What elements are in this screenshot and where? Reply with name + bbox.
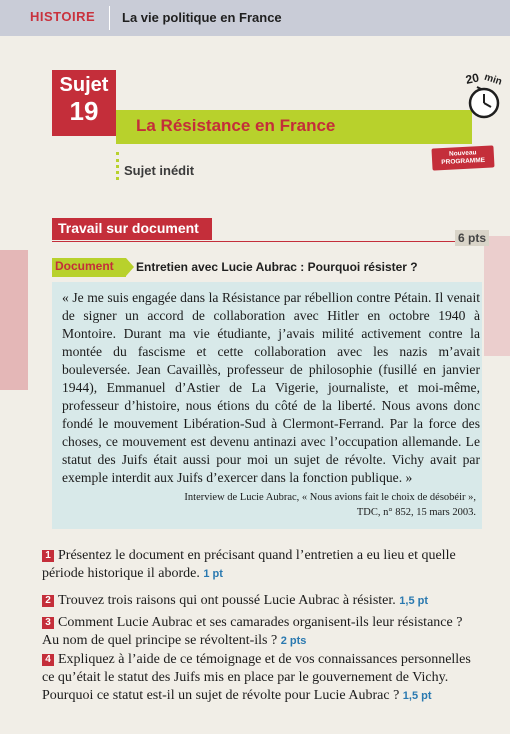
document-quote: « Je me suis engagée dans la Résistance par rébellion contre Pétain. Il venait de signer un accord de collaboration avec Hitler en octobre 1940 à Montoire. Durant ma vie étudiante, j’avais milité activement contre la montée du fascisme et cette collaboration avec les nazis m’avait bouleversée. Jean Cavaillès, professeur de philosophie (fusillé en janvier 1944), Emmanuel d’Astier de La Vigerie, journaliste, et moi-même, professeur d’histoire, nous étions du côté de la liberté. Nous avons donc fondé le mouvement Libération-Sud à Clermont-Ferrand. Par la force des choses, ce mouvement est devenu antinazi avec l’occupation allemande. Le statut des Juifs était aussi pour moi un sujet de révolte. Vichy avait par exemple interdit aux Juifs d’exercer dans la fonction publique. » [62, 290, 480, 485]
document-tag-arrow [126, 258, 134, 276]
question-number: 1 [42, 550, 54, 562]
bleed-through-right [484, 236, 510, 356]
question-points: 1,5 pt [402, 690, 432, 702]
dotted-marker [116, 152, 119, 180]
question-points: 1 pt [203, 568, 223, 580]
section-heading: Travail sur document [58, 220, 199, 236]
section-heading-box [52, 218, 212, 240]
citation-line-2: TDC, n° 852, 15 mars 2003. [356, 507, 476, 518]
question-text: Expliquez à l’aide de ce témoignage et de vos connaissances personnelles ce qu’était le statut des Juifs mis en place par le gouvernement de Vichy. Pourquoi ce statut est-il un sujet de révolte pour Lucie Aubrac ? [42, 652, 471, 703]
question-points: 2 pts [280, 635, 307, 647]
subject-word: Sujet [59, 74, 109, 96]
section-label: HISTOIRE [30, 9, 96, 24]
question-text: Présentez le document en précisant quand l’entretien a eu lieu et quelle période historique il aborde. [42, 548, 456, 581]
duration-number: 20 [464, 70, 481, 87]
question-number: 2 [42, 595, 54, 607]
question-points: 1,5 pt [399, 595, 428, 607]
question-2 [42, 592, 482, 610]
subject-title: La Résistance en France [136, 116, 336, 135]
subject-title-band [116, 110, 472, 144]
nouveau-programme-badge [431, 145, 494, 170]
document-title: Entretien avec Lucie Aubrac : Pourquoi résister ? [136, 260, 418, 274]
question-4 [42, 651, 482, 705]
question-text: Trouvez trois raisons qui ont poussé Lucie Aubrac à résister. [58, 593, 396, 608]
subject-number: 19 [69, 96, 99, 126]
duration-unit: min [482, 71, 504, 88]
document-citation [120, 490, 476, 520]
document-tag-label: Document [55, 259, 114, 273]
question-text: Comment Lucie Aubrac et ses camarades organisent-ils leur résistance ? Au nom de quel principe se révoltent-ils ? [42, 615, 463, 648]
badge-line-1: Nouveau [448, 149, 477, 158]
clock-icon [462, 70, 508, 124]
bleed-through-left [0, 250, 28, 390]
document-tag [52, 258, 126, 277]
header-bar [0, 0, 510, 36]
question-number: 4 [42, 654, 54, 666]
citation-line-1: Interview de Lucie Aubrac, « Nous avions fait le choix de désobéir », [184, 492, 476, 503]
badge-line-2: PROGRAMME [441, 156, 486, 167]
section-rule [52, 241, 484, 242]
question-1 [42, 547, 482, 583]
subject-number-box [52, 70, 116, 136]
section-points: 6 pts [455, 230, 489, 246]
question-3 [42, 614, 482, 650]
header-divider [109, 6, 110, 30]
chapter-title: La vie politique en France [122, 10, 282, 25]
subject-tag: Sujet inédit [124, 163, 195, 178]
question-number: 3 [42, 617, 54, 629]
